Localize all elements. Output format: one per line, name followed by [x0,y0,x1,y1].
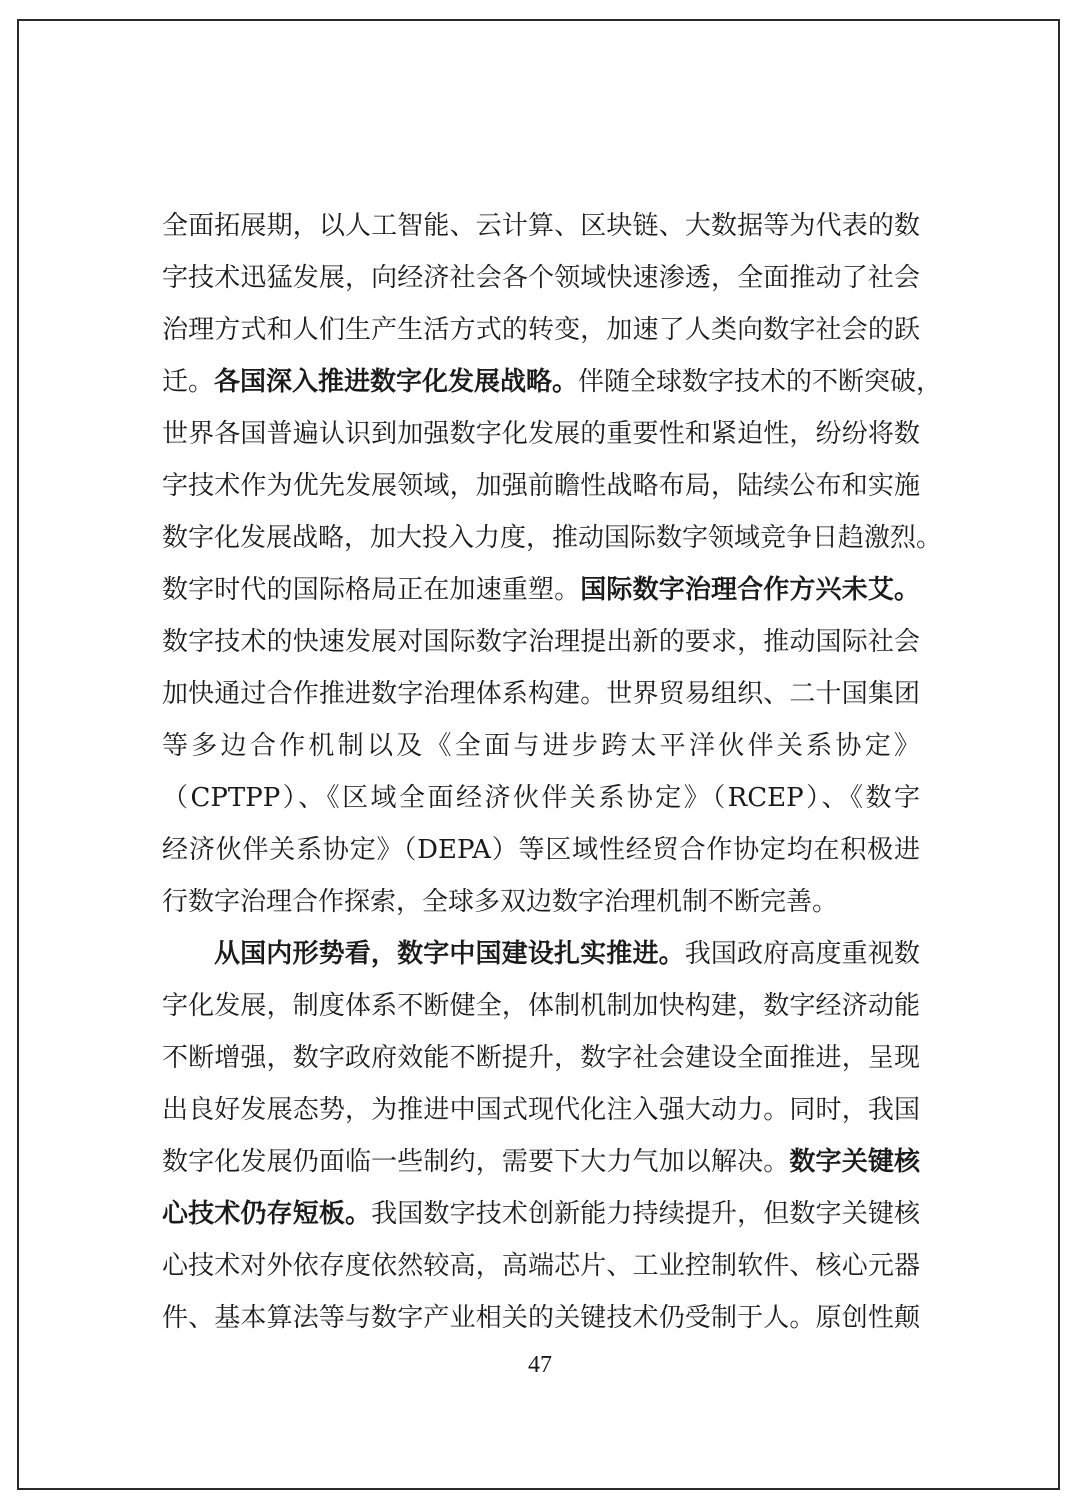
text-line [162,876,920,928]
bold-phrase: 各国深入推进数字化发展战略。 [214,367,579,397]
text-segment: 不断增强，数字政府效能不断提升，数字社会建设全面推进，呈现 [162,1043,920,1073]
text-line [162,252,920,304]
text-line [162,772,920,824]
text-line [162,1240,920,1292]
text-segment: 字技术作为优先发展领域，加强前瞻性战略布局，陆续公布和实施 [162,471,920,501]
text-segment: 加快通过合作推进数字治理体系构建。世界贸易组织、二十国集团 [162,679,920,709]
text-segment: 我国政府高度重视数 [684,939,920,969]
text-segment: 我国数字技术创新能力持续提升，但数字关键核 [371,1199,920,1229]
text-line [162,1136,920,1188]
text-line [162,1084,920,1136]
bold-phrase: 国际数字治理合作方兴未艾。 [580,575,920,605]
text-segment: 治理方式和人们生产生活方式的转变，加速了人类向数字社会的跃 [162,315,920,345]
text-line [162,512,943,564]
text-line [162,720,920,772]
text-segment: 迁。 [162,367,215,397]
bold-phrase: 心技术仍存短板。 [162,1199,372,1229]
text-line [162,616,920,668]
text-line [162,304,920,356]
text-segment: 件、基本算法等与数字产业相关的关键技术仍受制于人。原创性颠 [162,1303,920,1333]
text-line [162,668,920,720]
text-line [162,408,920,460]
text-line [162,1292,920,1344]
text-segment: （CPTPP）、《区域全面经济伙伴关系协定》（RCEP）、《数字 [162,783,920,813]
text-segment: 数字化发展仍面临一些制约，需要下大力气加以解决。 [162,1147,790,1177]
text-line [162,824,920,876]
text-segment: 数字时代的国际格局正在加速重塑。 [162,575,581,605]
text-segment: 心技术对外依存度依然较高，高端芯片、工业控制软件、核心元器 [162,1251,920,1281]
text-segment: 字化发展，制度体系不断健全，体制机制加快构建，数字经济动能 [162,991,920,1021]
text-segment: 数字化发展战略，加大投入力度，推动国际数字领域竞争日趋激烈。 [162,523,943,553]
text-line [162,980,920,1032]
bold-phrase: 数字关键核 [789,1147,920,1177]
page-number: 47 [528,1352,552,1378]
text-segment: 行数字治理合作探索，全球多双边数字治理机制不断完善。 [162,887,839,917]
text-line [162,564,920,616]
text-line [162,928,920,980]
body-text [162,200,943,1344]
text-segment: 经济伙伴关系协定》（DEPA）等区域性经贸合作协定均在积极进 [162,835,920,865]
text-segment: 数字技术的快速发展对国际数字治理提出新的要求，推动国际社会 [162,627,920,657]
text-line [162,1032,920,1084]
text-segment: 全面拓展期，以人工智能、云计算、区块链、大数据等为代表的数 [162,211,920,241]
bold-phrase: 从国内形势看，数字中国建设扎实推进。 [214,939,685,969]
text-line [162,356,943,408]
text-line [162,1188,920,1240]
text-segment: 字技术迅猛发展，向经济社会各个领域快速渗透，全面推动了社会 [162,263,920,293]
text-segment: 等多边合作机制以及《全面与进步跨太平洋伙伴关系协定》 [162,731,920,761]
text-segment: 世界各国普遍认识到加强数字化发展的重要性和紧迫性，纷纷将数 [162,419,920,449]
text-line [162,200,920,252]
text-segment: 出良好发展态势，为推进中国式现代化注入强大动力。同时，我国 [162,1095,920,1125]
text-segment: 伴随全球数字技术的不断突破， [578,367,943,397]
text-line [162,460,920,512]
